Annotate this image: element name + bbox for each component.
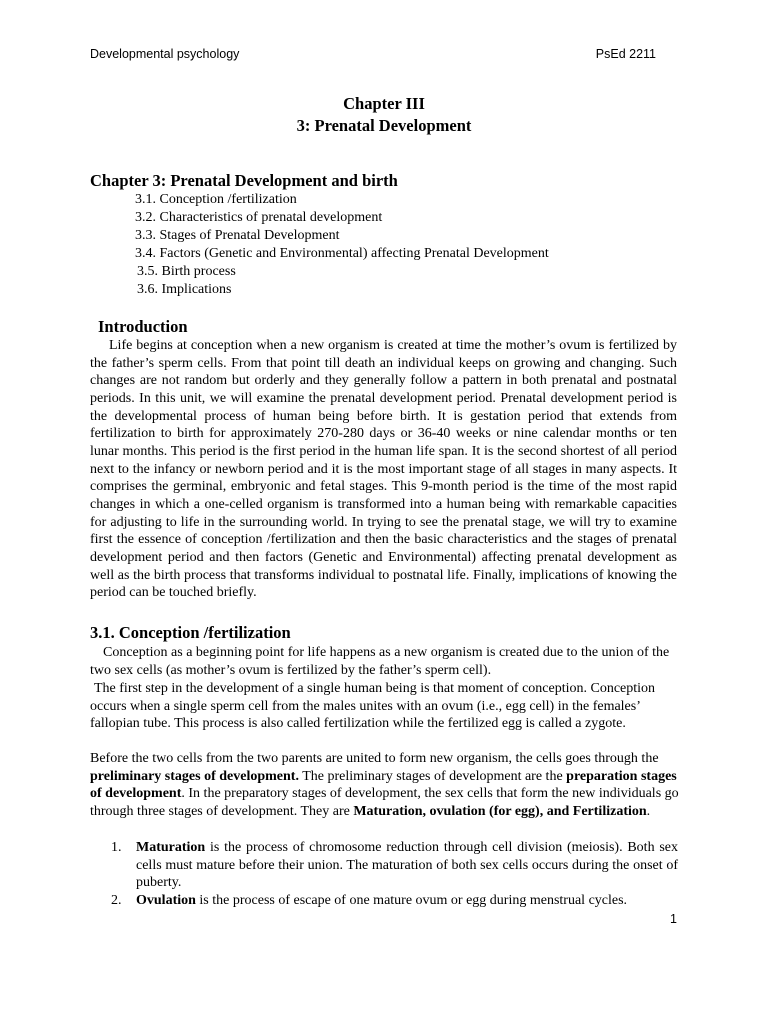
- paragraph-text: . In the preparatory stages of development, the sex cells that form the new individuals go through three stages of development. They are: [90, 786, 679, 819]
- chapter-heading: Chapter 3: Prenatal Development and birth: [90, 171, 398, 190]
- paragraph-text: The preliminary stages of development are the: [298, 768, 567, 784]
- bold-term: preliminary stages of development.: [90, 768, 299, 784]
- list-number: 1.: [111, 840, 122, 855]
- paragraph-text: Before the two cells from the two parents are united to form new organism, the cells goes through the: [90, 751, 659, 766]
- list-text: is the process of escape of one mature ovum or egg during menstrual cycles.: [195, 892, 628, 908]
- list-term: Ovulation: [136, 892, 196, 908]
- list-number: 2.: [111, 892, 122, 908]
- bold-term: preparation stages of development: [90, 768, 677, 802]
- header-course-title: Developmental psychology: [90, 47, 240, 61]
- list-item: [90, 839, 678, 892]
- conception-paragraph-2: The first step in the development of a single human being is that moment of conception. Conception occurs when a single sperm cell from the males unites with an ovum (i.e., egg cell) in the females’ fallopian tube. This process is also called fertilization while the fertilized egg is called a zygote.: [90, 681, 656, 732]
- toc-item: 3.4. Factors (Genetic and Environmental) affecting Prenatal Development: [135, 246, 549, 261]
- paragraph-text: .: [646, 803, 651, 819]
- bold-term: Maturation, ovulation (for egg), and Fertilization: [353, 803, 647, 819]
- toc-item: 3.2. Characteristics of prenatal development: [135, 210, 383, 225]
- table-of-contents: [135, 191, 549, 299]
- page-number: 1: [670, 912, 677, 926]
- list-item: [90, 892, 678, 910]
- introduction-paragraph: Life begins at conception when a new organism is created at time the mother’s ovum is fertilized by the father’s sperm cells. From that point till death an individual keeps on growing and changing. Such changes are not random but orderly and they generally follow a pattern in both prenatal and postnatal periods. In this unit, we will examine the prenatal development period. Prenatal development period is the developmental process of human being before birth. It is gestation period that extends from fertilization to birth for approximately 270-280 days or 36-40 weeks or nine calendar months or ten lunar months. This period is the first period in the human life span. It is the second shortest of all period next to the infancy or newborn period and it is the most important stage of all stages in many aspects. It comprises the germinal, embryonic and fetal stages. This 9-month period is the time of the most rapid changes in which a one-celled organism is transformed into a human being with remarkable capacities for adjusting to life in the surrounding world. In trying to see the prenatal stage, we will try to examine first the essence of conception /fertilization and then the basic characteristics and the stages of prenatal development period and then factors (Genetic and Environmental) affecting prenatal development as well as the birth process that transforms individual to postnatal life. Finally, implications of knowing the period can be touched briefly.: [90, 338, 677, 601]
- title-chapter: Chapter III: [343, 94, 425, 113]
- section-heading-conception: 3.1. Conception /fertilization: [90, 623, 291, 642]
- page-header: [90, 47, 656, 61]
- document-title: [0, 93, 768, 137]
- introduction-heading: Introduction: [98, 317, 188, 336]
- toc-item: 3.3. Stages of Prenatal Development: [135, 228, 340, 243]
- header-course-code: PsEd 2211: [595, 47, 656, 61]
- stages-list: [90, 839, 678, 909]
- toc-item: 3.1. Conception /fertilization: [135, 192, 297, 207]
- conception-paragraph-1: Conception as a beginning point for life happens as a new organism is created due to the union of the two sex cells (as mother’s ovum is fertilized by the father’s sperm cell).: [90, 645, 670, 678]
- list-text: is the process of chromosome reduction through cell division (meiosis). Both sex cells must mature before their union. The maturation of both sex cells occurs during the onset of puberty.: [136, 840, 678, 891]
- list-term: Maturation: [136, 840, 206, 855]
- toc-item: 3.5. Birth process: [137, 264, 236, 279]
- title-subject: 3: Prenatal Development: [296, 116, 472, 135]
- conception-paragraph-3: [90, 750, 680, 820]
- toc-item: 3.6. Implications: [137, 282, 232, 297]
